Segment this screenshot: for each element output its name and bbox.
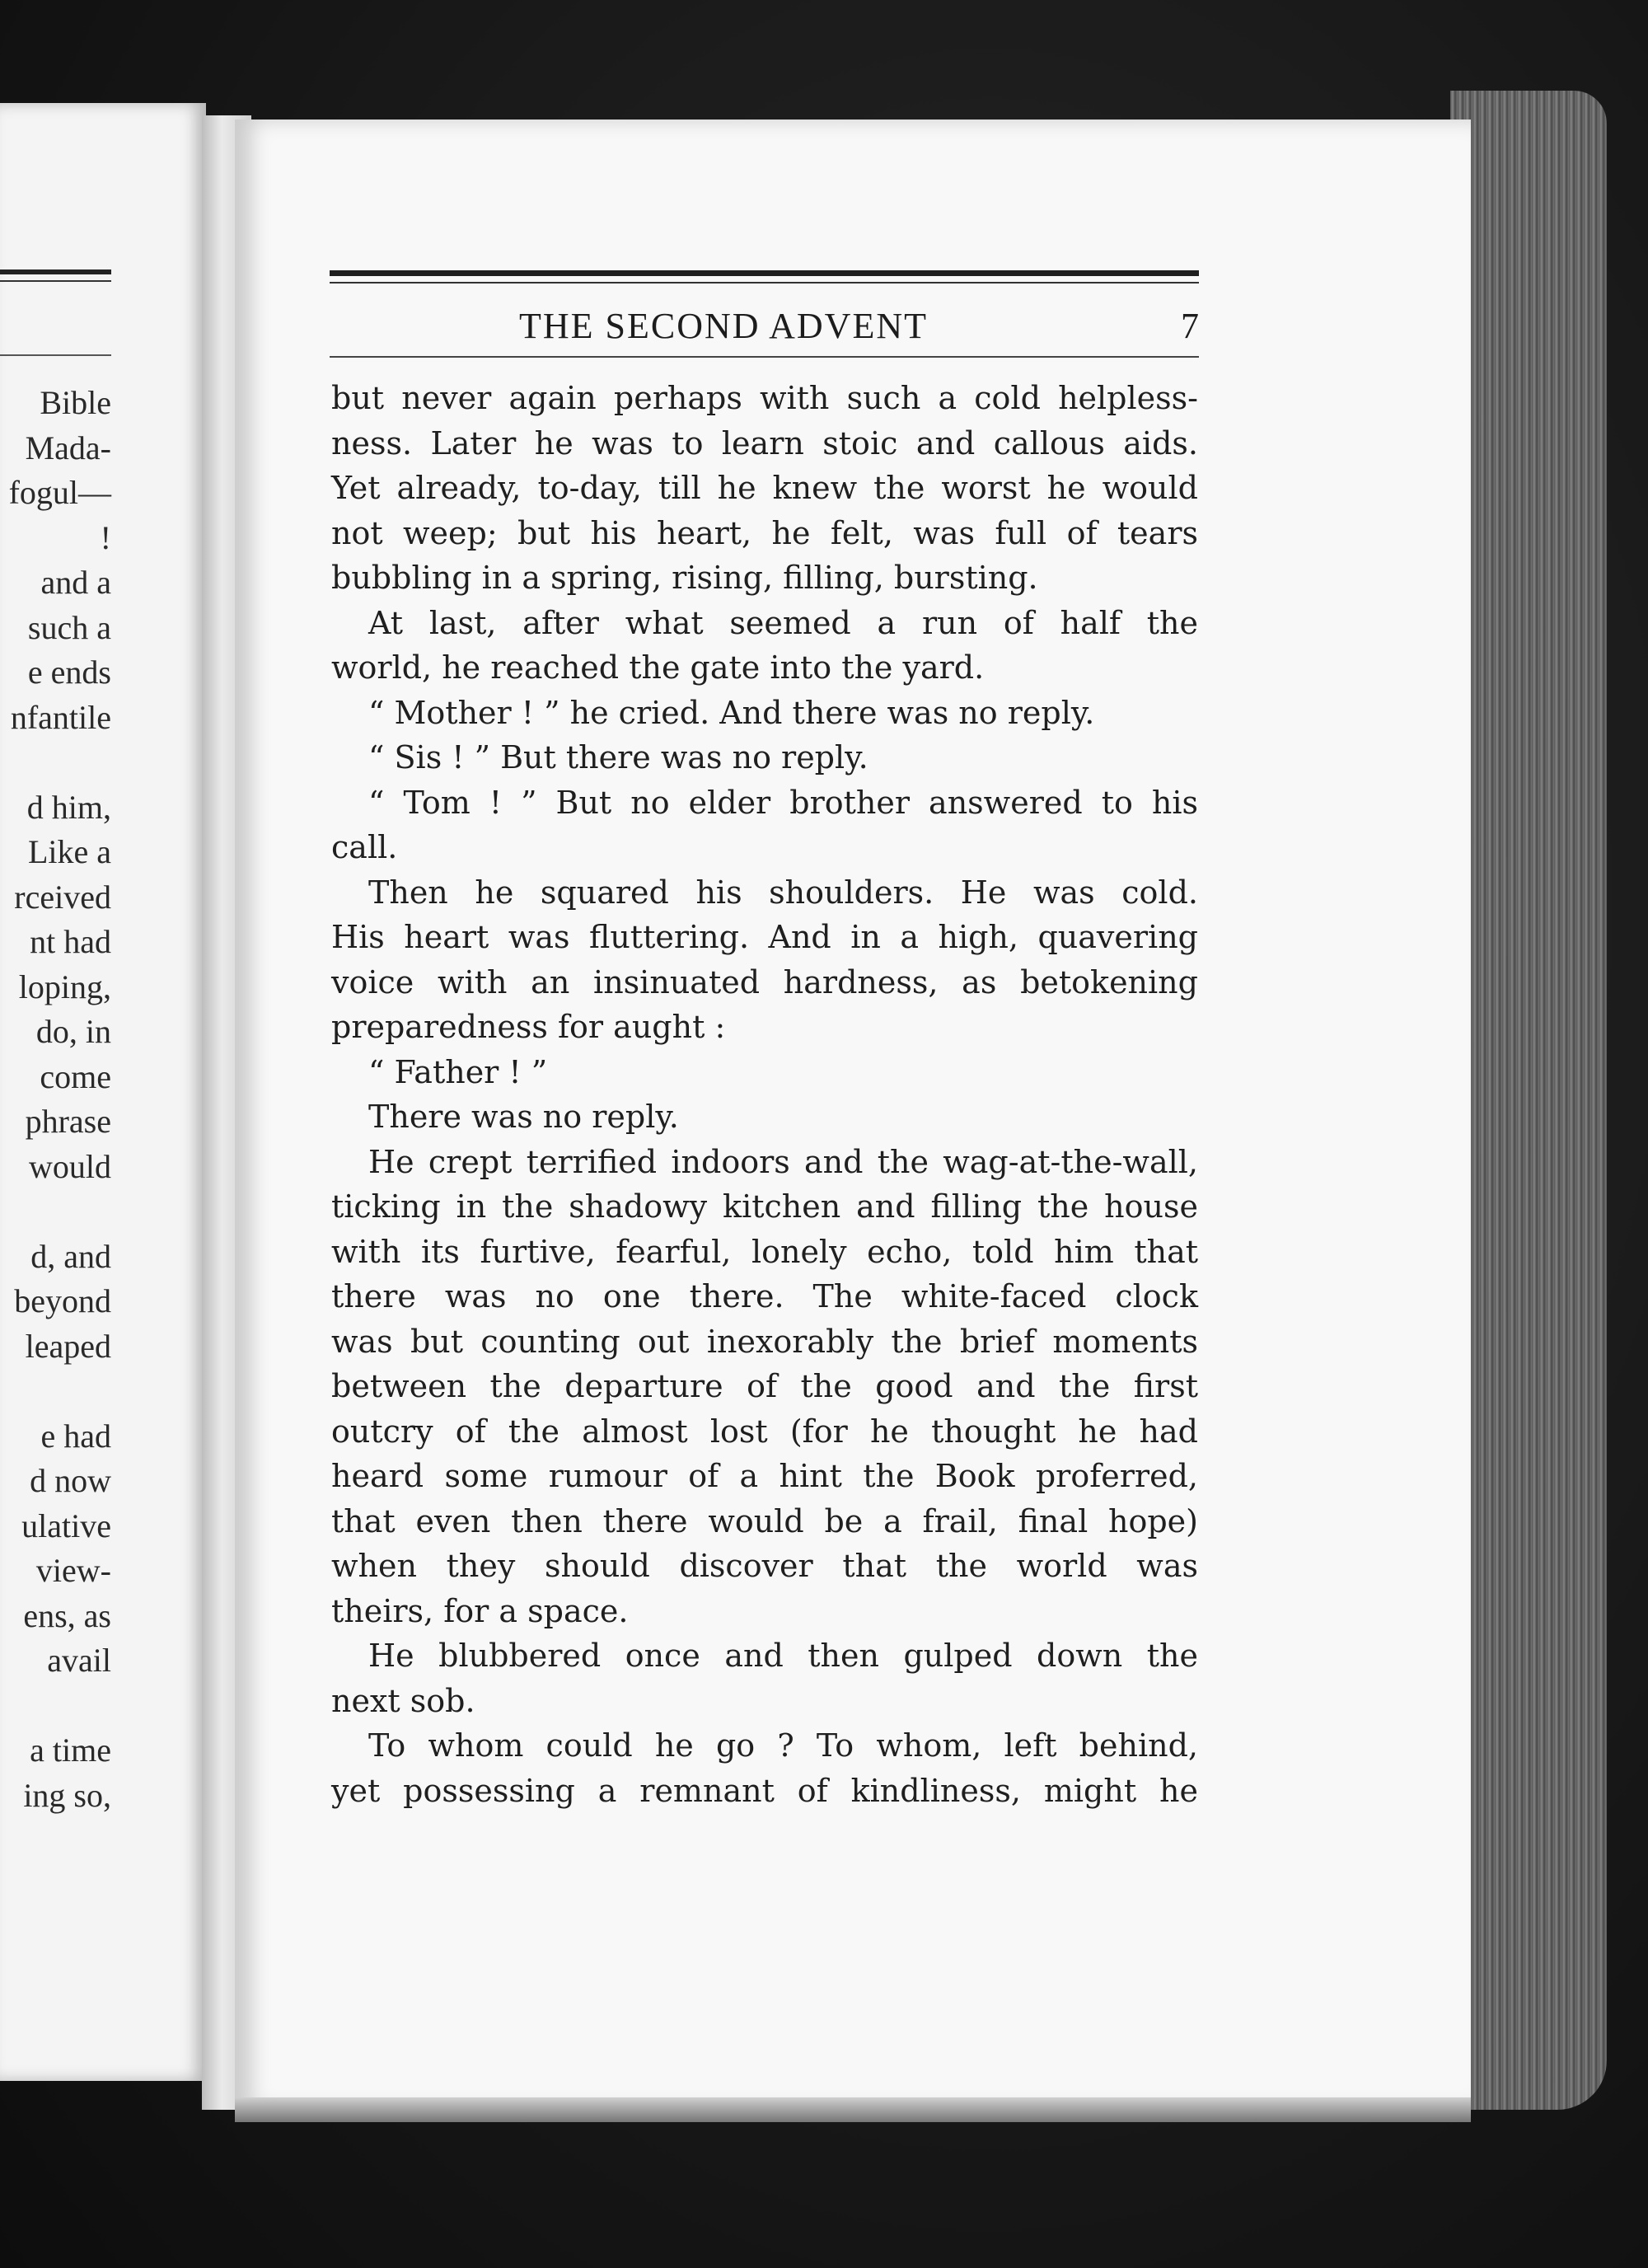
page-number: 7 — [1181, 306, 1199, 346]
body-line: there was no one there. The white-faced clock — [331, 1278, 1198, 1314]
body-line: outcry of the almost lost (for he thought he had — [331, 1413, 1198, 1450]
left-page-line: fogul— — [8, 474, 111, 511]
left-page-line: such a — [27, 608, 111, 646]
body-line: ness. Later he was to learn stoic and callous aids. — [331, 424, 1198, 462]
body-line: not weep; but his heart, he felt, was full of tears — [331, 514, 1198, 551]
body-line: To whom could he go ? To whom, left behind, — [368, 1727, 1198, 1764]
left-page-line — [0, 1684, 111, 1729]
page-fore-edge — [1450, 91, 1607, 2110]
left-page-line: ! — [100, 518, 111, 556]
header-rule-bottom — [330, 356, 1199, 358]
body-line: He blubbered once and then gulped down the — [368, 1638, 1198, 1674]
left-page-line: nfantile — [10, 698, 111, 736]
left-page — [0, 103, 206, 2081]
body-line: ticking in the shadowy kitchen and filling the house — [331, 1188, 1198, 1225]
left-header-rule-thin — [0, 280, 111, 282]
left-page-line: a time — [30, 1731, 111, 1769]
body-line: theirs, for a space. — [331, 1592, 629, 1629]
body-line: voice with an insinuated hardness, as betokening — [331, 963, 1198, 1000]
left-page-line — [0, 740, 111, 785]
left-page-line: view- — [35, 1552, 111, 1589]
body-line: but never again perhaps with such a cold helpless- — [331, 380, 1198, 416]
body-line: heard some rumour of a hint the Book proferred, — [331, 1458, 1198, 1494]
left-page-line: avail — [47, 1642, 111, 1679]
left-page-line: come — [40, 1057, 111, 1095]
body-line: with its furtive, fearful, lonely echo, told him that — [331, 1233, 1198, 1270]
body-line: At last, after what seemed a run of half the — [368, 604, 1198, 641]
left-page-line: d him, — [26, 788, 111, 826]
body-line: preparedness for aught : — [331, 1009, 726, 1045]
body-line: Yet already, to-day, till he knew the worst he would — [331, 470, 1198, 506]
body-line: There was no reply. — [368, 1099, 679, 1135]
body-line: between the departure of the good and the first — [331, 1368, 1198, 1404]
left-page-line: nt had — [30, 923, 111, 960]
left-page-line: ens, as — [23, 1596, 111, 1634]
left-page-line: Like a — [27, 833, 111, 870]
body-line: world, he reached the gate into the yard. — [331, 649, 985, 686]
page-bottom-edge — [235, 2097, 1471, 2122]
left-page-line: d now — [30, 1462, 111, 1499]
left-page-line: leaped — [25, 1327, 111, 1365]
left-page-line: phrase — [25, 1103, 111, 1140]
body-line: yet possessing a remnant of kindliness, might he — [331, 1772, 1198, 1809]
body-line: “ Tom ! ” But no elder brother answered to his — [368, 784, 1198, 821]
body-line: next sob. — [331, 1682, 475, 1719]
header-rule-thick — [330, 270, 1199, 276]
body-line: “ Sis ! ” But there was no reply. — [368, 739, 868, 776]
left-header-rule-bottom — [0, 354, 111, 356]
body-line: His heart was fluttering. And in a high, quavering — [331, 919, 1198, 955]
left-page-line: rceived — [14, 878, 111, 916]
left-page-line: Mada- — [25, 429, 111, 466]
left-page-line: e had — [40, 1417, 111, 1455]
left-page-line: d, and — [30, 1237, 111, 1275]
body-line: bubbling in a spring, rising, filling, bursting. — [331, 560, 1038, 596]
left-page-text — [0, 381, 111, 1818]
left-page-line: and a — [40, 564, 111, 601]
left-page-line: do, in — [35, 1013, 111, 1050]
running-title: THE SECOND ADVENT — [519, 306, 928, 346]
body-line: “ Father ! ” — [368, 1053, 548, 1090]
left-page-line: beyond — [14, 1282, 111, 1319]
header-rule-thin — [330, 282, 1199, 284]
left-page-line: e ends — [27, 654, 111, 691]
left-page-line — [0, 1369, 111, 1414]
body-line: that even then there would be a frail, final hope) — [331, 1502, 1198, 1539]
body-line: Then he squared his shoulders. He was cold. — [368, 874, 1198, 911]
body-text — [331, 376, 1198, 1813]
left-page-line: ing so, — [23, 1776, 111, 1814]
left-page-line: loping, — [18, 968, 111, 1005]
left-page-line: ulative — [21, 1507, 111, 1544]
body-line: “ Mother ! ” he cried. And there was no reply. — [368, 694, 1095, 731]
running-head — [330, 303, 1199, 353]
body-line: He crept terrified indoors and the wag-at-the-wall, — [368, 1143, 1198, 1180]
left-page-line — [0, 1189, 111, 1235]
body-line: call. — [331, 829, 398, 865]
left-header-rule-thick — [0, 269, 111, 274]
body-line: when they should discover that the world was — [331, 1548, 1198, 1584]
left-page-line: would — [29, 1147, 111, 1185]
body-line: was but counting out inexorably the brief moments — [331, 1323, 1198, 1360]
left-page-line: Bible — [40, 384, 111, 421]
